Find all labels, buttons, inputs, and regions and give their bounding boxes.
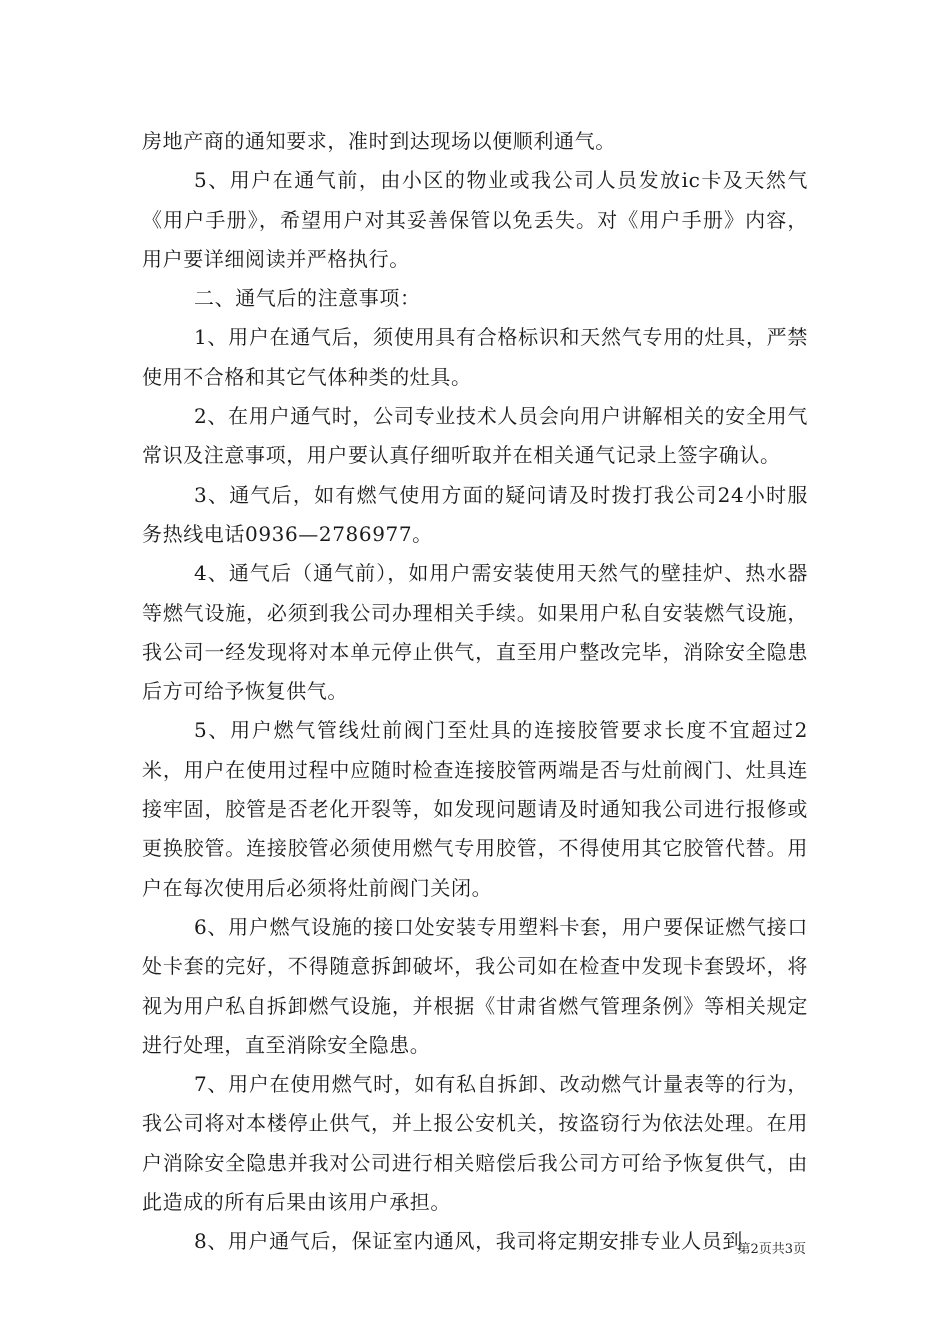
paragraph-item-8: 8、用户通气后，保证室内通风，我司将定期安排专业人员到 — [194, 1229, 743, 1254]
paragraph-item-2: 2、在用户通气时，公司专业技术人员会向用户讲解相关的安全用气常识及注意事项，用户要认真仔细听取并在相关通气记录上签字确认。 — [142, 404, 808, 468]
document-body — [142, 122, 808, 1262]
paragraph-continuation: 房地产商的通知要求，准时到达现场以便顺利通气。 — [142, 129, 616, 153]
section-heading-after-ventilation: 二、通气后的注意事项： — [194, 286, 421, 311]
paragraph-item-1: 1、用户在通气后，须使用具有合格标识和天然气专用的灶具，严禁使用不合格和其它气体种类的灶具。 — [142, 325, 808, 389]
paragraph-item-7: 7、用户在使用燃气时，如有私自拆卸、改动燃气计量表等的行为，我公司将对本楼停止供气，并上报公安机关，按盗窃行为依法处理。在用户消除安全隐患并我对公司进行相关赔偿后我公司方可给予恢复供气，由此造成的所有后果由该用户承担。 — [142, 1072, 808, 1215]
paragraph-item-6: 6、用户燃气设施的接口处安装专用塑料卡套，用户要保证燃气接口处卡套的完好，不得随意拆卸破坏，我公司如在检查中发现卡套毁坏，将视为用户私自拆卸燃气设施，并根据《甘肃省燃气管理条例》等相关规定进行处理，直至消除安全隐患。 — [142, 914, 808, 1057]
paragraph-item-4: 4、通气后（通气前），如用户需安装使用天然气的壁挂炉、热水器等燃气设施，必须到我公司办理相关手续。如果用户私自安装燃气设施，我公司一经发现将对本单元停止供气，直至用户整改完毕，消除安全隐患后方可给予恢复供气。 — [142, 561, 808, 704]
paragraph-item-5: 5、用户燃气管线灶前阀门至灶具的连接胶管要求长度不宜超过2米，用户在使用过程中应随时检查连接胶管两端是否与灶前阀门、灶具连接牢固，胶管是否老化开裂等，如发现问题请及时通知我公司进行报修或更换胶管。连接胶管必须使用燃气专用胶管，不得使用其它胶管代替。用户在每次使用后必须将灶前阀门关闭。 — [142, 718, 808, 900]
paragraph-item-3: 3、通气后，如有燃气使用方面的疑问请及时拨打我公司24小时服务热线电话0936—2786977。 — [142, 482, 808, 546]
paragraph-item-5-pre: 5、用户在通气前，由小区的物业或我公司人员发放ic卡及天然气《用户手册》，希望用户对其妥善保管以免丢失。对《用户手册》内容，用户要详细阅读并严格执行。 — [142, 168, 808, 271]
page-number-footer: 第2页共3页 — [737, 1242, 806, 1257]
